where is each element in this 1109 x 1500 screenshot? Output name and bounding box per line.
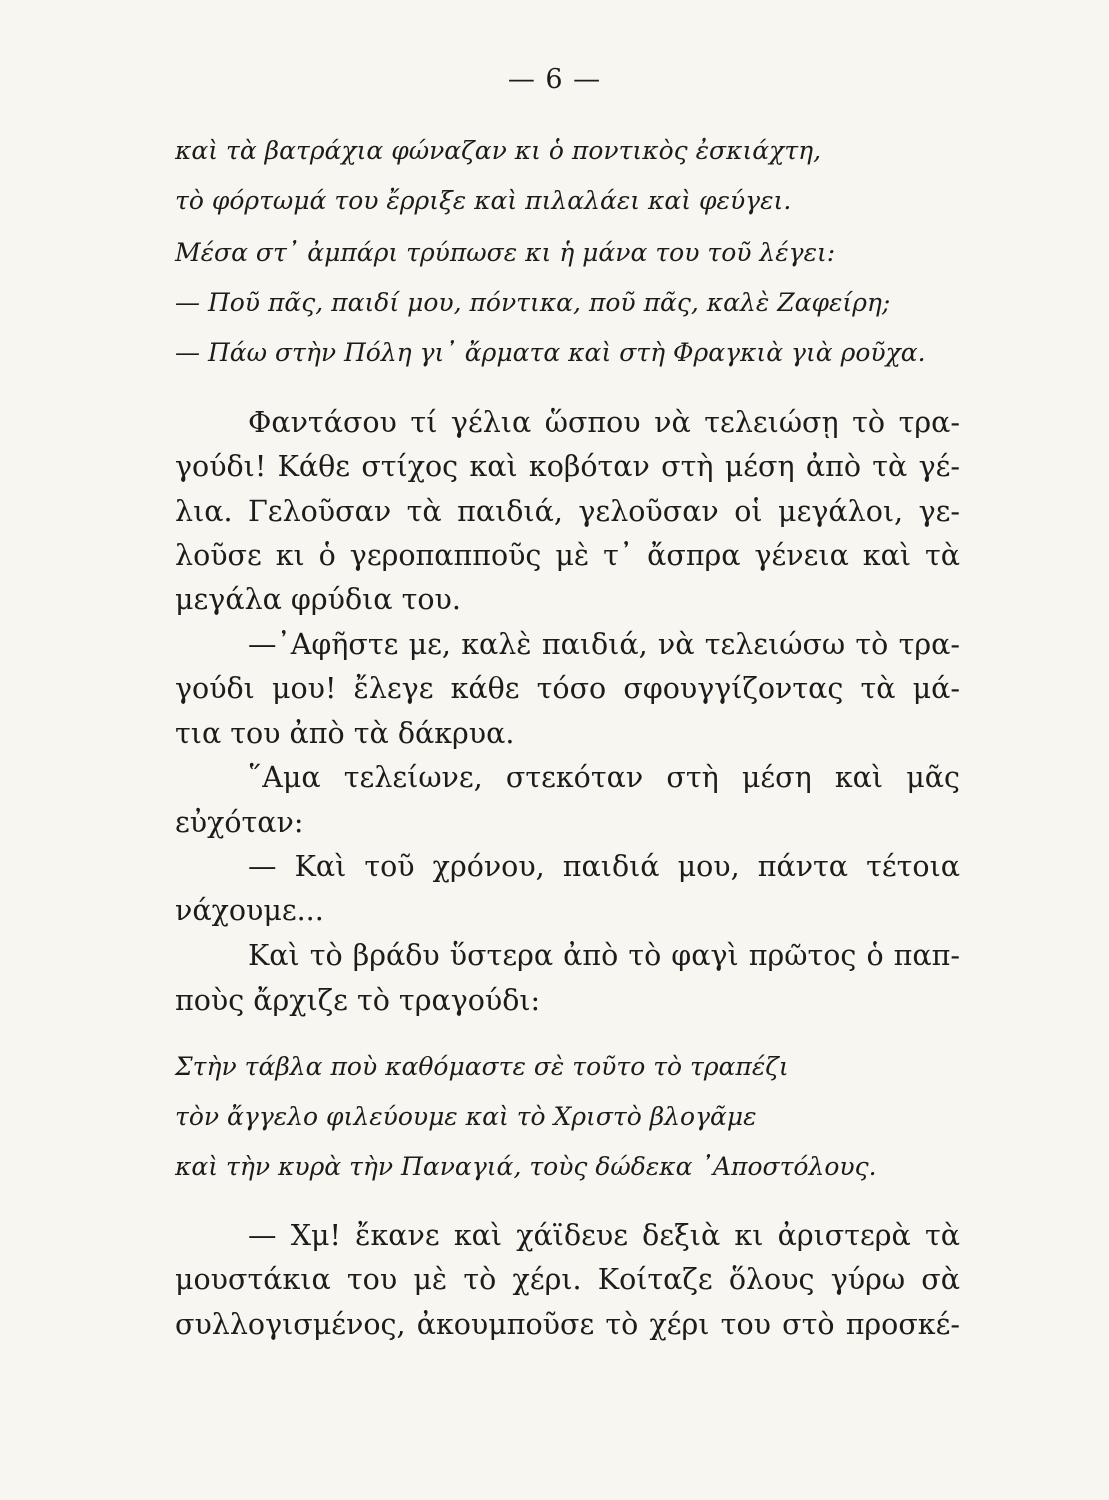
text-line: τια του ἀπὸ τὰ δάκρυα. (175, 717, 515, 750)
verse-line: — Πάω στὴν Πόλη γι᾽ ἄρματα καὶ στὴ Φραγκιὰ γιὰ ροῦχα. (175, 338, 926, 367)
text-line: ῞Αμα τελείωνε, στεκόταν στὴ μέση καὶ μᾶς (248, 761, 960, 794)
text-line: συλλογισμένος, ἀκουμποῦσε τὸ χέρι του στὸ προσκέ- (175, 1308, 960, 1341)
verse-line: — Ποῦ πᾶς, παιδί μου, πόντικα, ποῦ πᾶς, καλὲ Ζαφείρη; (175, 288, 891, 317)
text-line: νάχουμε... (175, 894, 324, 927)
text-line: μουστάκια του μὲ τὸ χέρι. Κοίταζε ὅλους γύρω σὰ (175, 1263, 960, 1296)
text-line: γούδι μου! ἔλεγε κάθε τόσο σφουγγίζοντας τὰ μά- (175, 672, 960, 705)
text-line: — Χμ! ἔκανε καὶ χάϊδευε δεξιὰ κι ἀριστερὰ τὰ (248, 1219, 960, 1252)
verse-line: Στὴν τάβλα ποὺ καθόμαστε σὲ τοῦτο τὸ τραπέζι (175, 1052, 789, 1081)
text-line: εὐχόταν: (175, 806, 304, 839)
text-line: Φαντάσου τί γέλια ὥσπου νὰ τελειώσῃ τὸ τρα- (248, 406, 960, 439)
verse-line: καὶ τὰ βατράχια φώναζαν κι ὁ ποντικὸς ἐσκιάχτη, (175, 136, 822, 165)
verse-line: τὸ φόρτωμά του ἔρριξε καὶ πιλαλάει καὶ φεύγει. (175, 186, 792, 215)
text-line: λοῦσε κι ὁ γεροπαπποῦς μὲ τ᾽ ἄσπρα γένεια καὶ τὰ (175, 539, 960, 572)
text-line: μεγάλα φρύδια του. (175, 583, 461, 616)
text-line: ποὺς ἄρχιζε τὸ τραγούδι: (175, 984, 541, 1017)
page-number: — 6 — (507, 64, 602, 95)
text-line: — Καὶ τοῦ χρόνου, παιδιά μου, πάντα τέτοια (248, 850, 960, 883)
text-line: γούδι! Κάθε στίχος καὶ κοβόταν στὴ μέση ἀπὸ τὰ γέ- (175, 450, 960, 483)
verse-line: Μέσα στ᾽ ἀμπάρι τρύπωσε κι ἡ μάνα του τοῦ λέγει: (175, 238, 836, 267)
verse-line: καὶ τὴν κυρὰ τὴν Παναγιά, τοὺς δώδεκα ᾽Αποστόλους. (175, 1152, 877, 1181)
text-line: λια. Γελοῦσαν τὰ παιδιά, γελοῦσαν οἱ μεγάλοι, γε- (175, 495, 960, 528)
text-line: Καὶ τὸ βράδυ ὕστερα ἀπὸ τὸ φαγὶ πρῶτος ὁ παπ- (248, 939, 960, 972)
verse-line: τὸν ἄγγελο φιλεύουμε καὶ τὸ Χριστὸ βλογᾶμε (175, 1102, 757, 1131)
text-line: —᾽Αφῆστε με, καλὲ παιδιά, νὰ τελειώσω τὸ τρα- (248, 628, 960, 661)
